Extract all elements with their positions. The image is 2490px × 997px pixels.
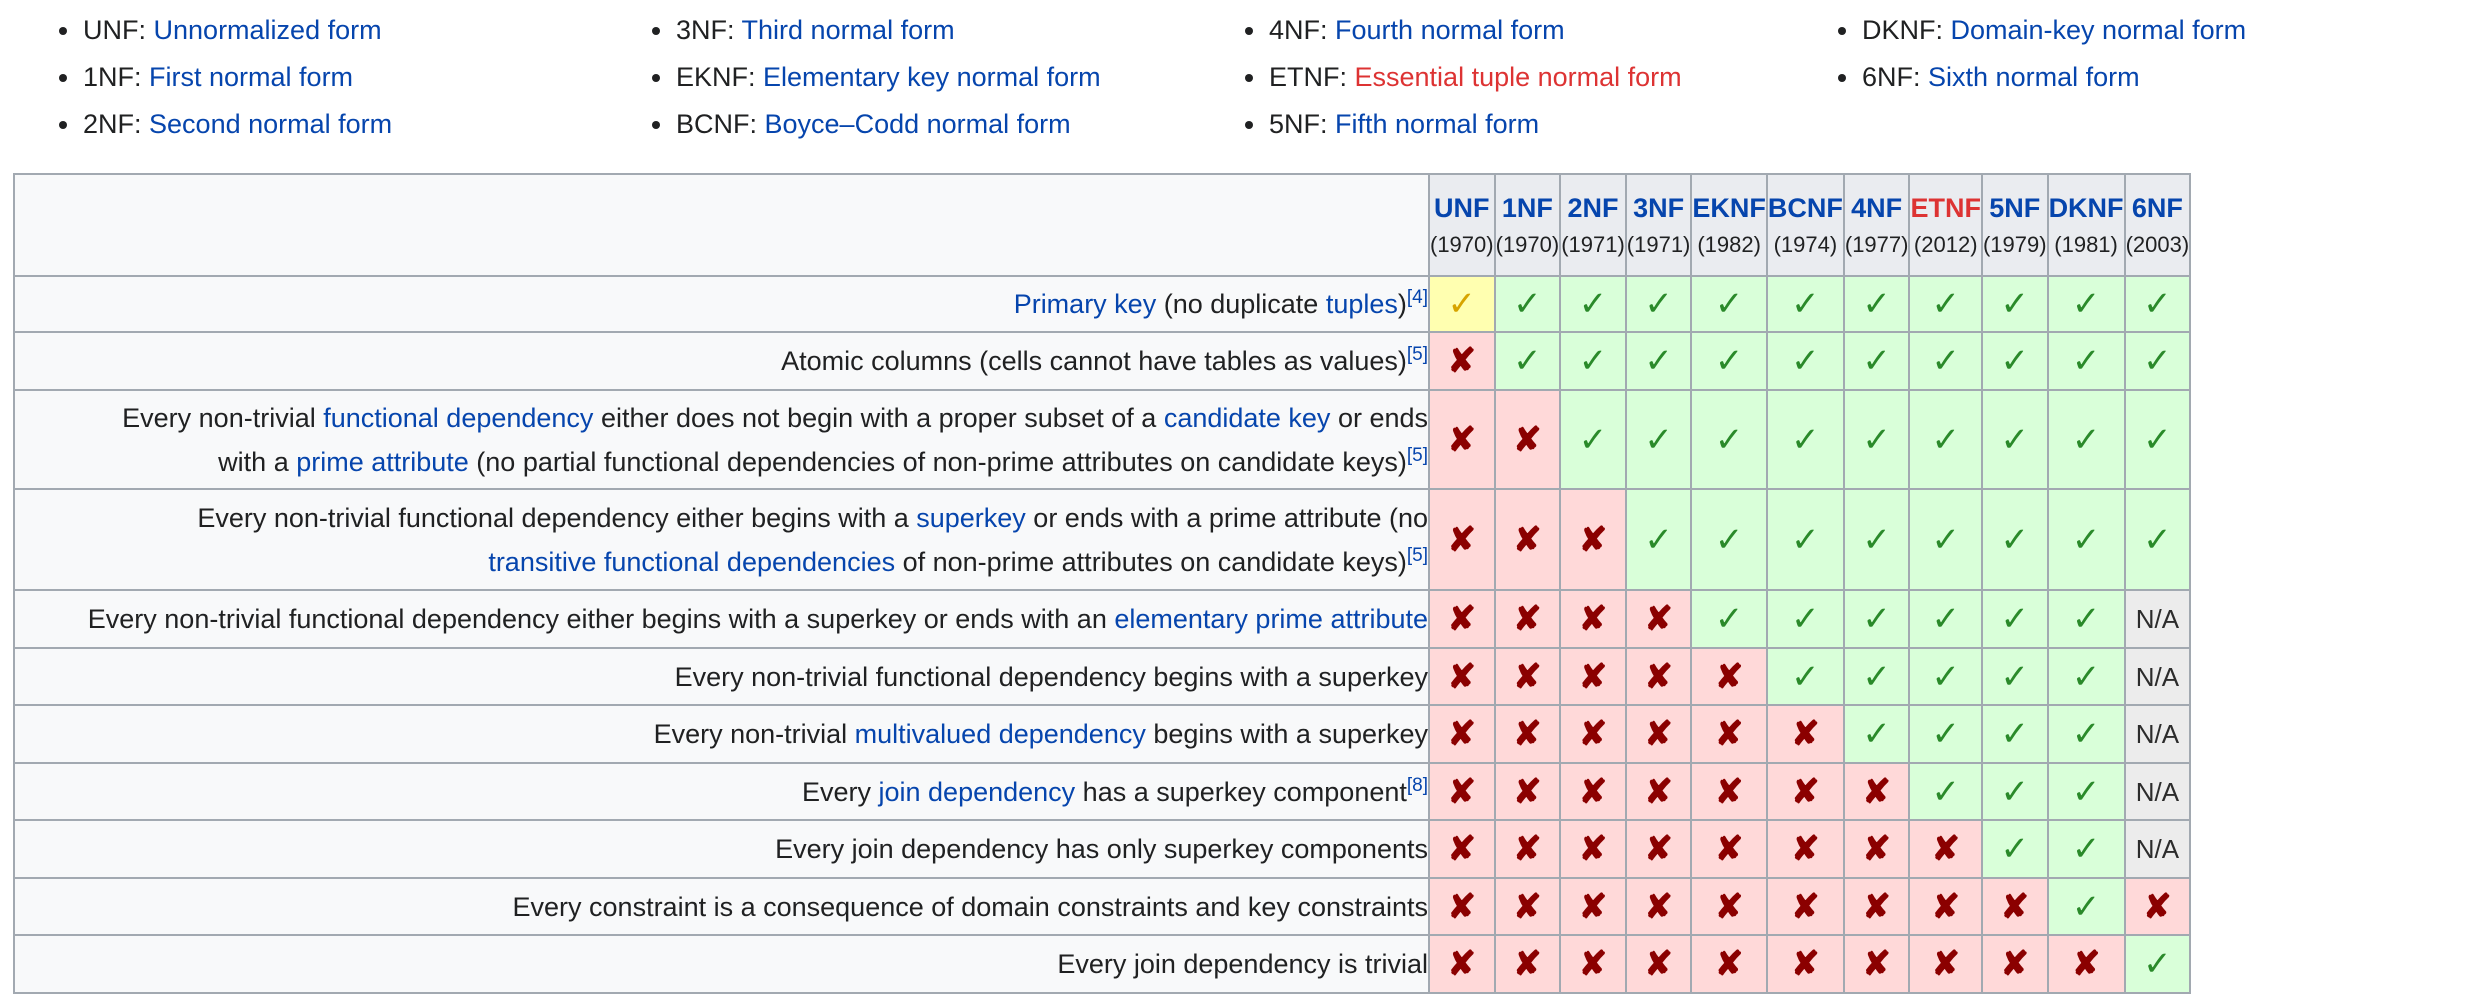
column-header-3nf (1626, 174, 1692, 276)
check-icon: ✓ (2125, 935, 2191, 993)
cross-icon: ✘ (1626, 763, 1692, 820)
check-icon: ✓ (2048, 332, 2125, 390)
cross-icon: ✘ (1560, 489, 1626, 590)
cross-icon: ✘ (1495, 489, 1561, 590)
cross-icon: ✘ (1429, 648, 1495, 705)
column-header-eknf (1691, 174, 1767, 276)
check-icon: ✓ (1909, 648, 1982, 705)
legend-abbreviation: 5NF (1269, 109, 1321, 139)
check-icon: ✓ (1982, 489, 2048, 590)
bullet-icon (1245, 121, 1253, 129)
requirement-text: Atomic columns (cells cannot have tables as values) (781, 346, 1407, 376)
cross-icon: ✘ (1691, 878, 1767, 935)
cross-icon: ✘ (1560, 820, 1626, 878)
normal-forms-legend (0, 0, 2490, 160)
cross-icon: ✘ (1626, 590, 1692, 648)
cross-icon: ✘ (1844, 935, 1910, 993)
check-icon: ✓ (1909, 705, 1982, 763)
cross-icon: ✘ (1691, 820, 1767, 878)
check-icon: ✓ (1691, 489, 1767, 590)
legend-abbreviation: 4NF (1269, 15, 1321, 45)
cross-icon: ✘ (1429, 878, 1495, 935)
cross-icon: ✘ (1982, 935, 2048, 993)
legend-item: 1NF: First normal form (27, 57, 392, 104)
requirement-text: Every join dependency has only superkey components (775, 834, 1428, 864)
column-header-link[interactable]: ETNF (1910, 193, 1981, 223)
requirement-text: (no partial functional dependencies of non-prime attributes on candidate keys) (468, 446, 1407, 477)
row-requirement (14, 705, 1429, 763)
bullet-icon (652, 74, 660, 82)
cross-icon: ✘ (2048, 935, 2125, 993)
term-link[interactable]: transitive functional dependencies (488, 546, 896, 577)
table-row (14, 276, 2190, 332)
check-icon: ✓ (1767, 276, 1844, 332)
bullet-icon (652, 27, 660, 35)
check-icon: ✓ (1691, 390, 1767, 489)
row-requirement (14, 648, 1429, 705)
bullet-icon (1838, 74, 1846, 82)
legend-link[interactable]: Third normal form (741, 15, 955, 45)
cross-icon: ✘ (1495, 390, 1561, 489)
check-icon: ✓ (2048, 590, 2125, 648)
check-icon: ✓ (1691, 590, 1767, 648)
check-icon: ✓ (2048, 276, 2125, 332)
check-icon: ✓ (1767, 332, 1844, 390)
citation-link[interactable]: [4] (1406, 287, 1428, 308)
bullet-icon (652, 121, 660, 129)
column-header-link[interactable]: BCNF (1767, 193, 1843, 223)
bullet-icon (59, 121, 67, 129)
check-icon: ✓ (1844, 705, 1910, 763)
check-icon: ✓ (1691, 332, 1767, 390)
cross-icon: ✘ (1691, 935, 1767, 993)
column-header-bcnf (1767, 174, 1844, 276)
bullet-icon (1245, 74, 1253, 82)
column-header-year: (1982) (1697, 232, 1761, 257)
legend-link[interactable]: Boyce–Codd normal form (764, 109, 1071, 139)
row-requirement (14, 276, 1429, 332)
check-icon: ✓ (1767, 489, 1844, 590)
requirement-text: or ends with a prime attribute (no (1025, 502, 1428, 533)
legend-column (1213, 10, 1682, 151)
legend-item: 2NF: Second normal form (27, 104, 392, 151)
column-header-link[interactable]: 3NF (1633, 193, 1685, 223)
cross-icon: ✘ (1495, 878, 1561, 935)
column-header-1nf (1495, 174, 1561, 276)
cross-icon: ✘ (1429, 489, 1495, 590)
cross-icon: ✘ (1691, 705, 1767, 763)
column-header-etnf (1909, 174, 1982, 276)
cross-icon: ✘ (1844, 820, 1910, 878)
column-header-year: (1981) (2054, 232, 2118, 257)
citation-link[interactable]: [5] (1406, 544, 1428, 566)
row-requirement (14, 820, 1429, 878)
cross-icon: ✘ (1495, 935, 1561, 993)
cross-icon: ✘ (1429, 705, 1495, 763)
cross-icon: ✘ (1495, 590, 1561, 648)
citation-link[interactable]: [5] (1406, 444, 1428, 466)
check-icon: ✓ (2125, 489, 2191, 590)
legend-item: BCNF: Boyce–Codd normal form (620, 104, 1101, 151)
cross-icon: ✘ (1495, 820, 1561, 878)
cross-icon: ✘ (1691, 648, 1767, 705)
row-requirement (14, 390, 1429, 489)
check-icon: ✓ (1560, 332, 1626, 390)
check-icon: ✓ (1626, 489, 1692, 590)
legend-link[interactable]: Second normal form (149, 109, 393, 139)
term-link[interactable]: join dependency (878, 776, 1076, 807)
check-icon: ✓ (2048, 878, 2125, 935)
check-icon: ✓ (2048, 489, 2125, 590)
term-link[interactable]: tuples (1325, 289, 1398, 319)
cross-icon: ✘ (1429, 590, 1495, 648)
check-icon: ✓ (1560, 276, 1626, 332)
cross-icon: ✘ (1626, 705, 1692, 763)
term-link[interactable]: functional dependency (323, 402, 594, 433)
check-icon: ✓ (1844, 390, 1910, 489)
check-icon: ✓ (2125, 332, 2191, 390)
check-icon: ✓ (1982, 332, 2048, 390)
citation (1407, 287, 1428, 308)
check-icon: ✓ (1982, 648, 2048, 705)
column-header-year: (1970) (1495, 232, 1560, 257)
check-icon: ✓ (2125, 390, 2191, 489)
cross-icon: ✘ (1626, 878, 1692, 935)
cross-icon: ✘ (1909, 820, 1982, 878)
column-header-2nf (1560, 174, 1626, 276)
cross-icon: ✘ (1495, 705, 1561, 763)
column-header-link[interactable]: UNF (1434, 193, 1490, 223)
cross-icon: ✘ (1429, 390, 1495, 489)
term-link[interactable]: Primary key (1013, 289, 1157, 319)
legend-abbreviation: ETNF (1269, 62, 1340, 92)
requirement-text: (no duplicate (1156, 289, 1326, 319)
column-header-link[interactable]: EKNF (1692, 193, 1766, 223)
cross-icon: ✘ (1626, 935, 1692, 993)
cross-icon: ✘ (1495, 648, 1561, 705)
column-header-dknf (2048, 174, 2125, 276)
requirement-text: Every non-trivial functional dependency either begins with a (197, 502, 917, 533)
check-icon: ✓ (1767, 590, 1844, 648)
column-header-link[interactable]: 6NF (2131, 193, 2183, 223)
term-link[interactable]: superkey (916, 502, 1026, 533)
cross-icon: ✘ (1767, 763, 1844, 820)
column-header-year: (1971) (1561, 232, 1625, 257)
check-icon: ✓ (1982, 276, 2048, 332)
check-icon: ✓ (1909, 489, 1982, 590)
legend-column (27, 10, 392, 151)
requirement-text: Every non-trivial (122, 402, 324, 433)
column-header-link[interactable]: 4NF (1851, 193, 1903, 223)
cross-icon: ✘ (1429, 763, 1495, 820)
requirement-text: or ends (1330, 402, 1428, 433)
cross-icon: ✘ (1560, 705, 1626, 763)
bullet-icon (59, 27, 67, 35)
check-icon: ✓ (1982, 590, 2048, 648)
check-icon: ✓ (1909, 390, 1982, 489)
requirement-text: with a (218, 446, 297, 477)
cross-icon: ✘ (1844, 878, 1910, 935)
term-link[interactable]: candidate key (1163, 402, 1331, 433)
table-header-row (14, 174, 2190, 276)
not-applicable-label: N/A (2125, 763, 2191, 820)
citation (1407, 445, 1428, 466)
requirement-text: begins with a superkey (1145, 719, 1428, 749)
column-header-year: (2003) (2125, 232, 2190, 257)
term-link[interactable]: multivalued dependency (854, 719, 1146, 749)
cross-icon: ✘ (1844, 763, 1910, 820)
legend-link[interactable]: Essential tuple normal form (1354, 62, 1682, 92)
table-row (14, 648, 2190, 705)
not-applicable-label: N/A (2125, 590, 2191, 648)
check-icon: ✓ (1767, 648, 1844, 705)
bullet-icon (59, 74, 67, 82)
table-body (14, 276, 2190, 993)
cross-icon: ✘ (1560, 648, 1626, 705)
check-icon: ✓ (1982, 763, 2048, 820)
cross-icon: ✘ (1560, 878, 1626, 935)
cross-icon: ✘ (1429, 820, 1495, 878)
term-link[interactable]: elementary prime attribute (1114, 604, 1428, 634)
legend-link[interactable]: Domain-key normal form (1950, 15, 2247, 45)
cross-icon: ✘ (1429, 332, 1495, 390)
requirement-text: Every non-trivial functional dependency either begins with a superkey or ends with an (87, 604, 1115, 634)
requirement-text: of non-prime attributes on candidate keys) (895, 546, 1407, 577)
citation (1407, 775, 1428, 796)
column-header-year: (1971) (1626, 232, 1691, 257)
normal-forms-table (13, 173, 2191, 994)
legend-link[interactable]: Sixth normal form (1928, 62, 2140, 92)
legend-link[interactable]: First normal form (149, 62, 354, 92)
check-icon: ✓ (1626, 276, 1692, 332)
table-row (14, 590, 2190, 648)
check-icon: ✓ (1909, 590, 1982, 648)
column-header-6nf (2125, 174, 2191, 276)
table-row (14, 935, 2190, 993)
row-requirement (14, 763, 1429, 820)
check-icon: ✓ (1844, 590, 1910, 648)
check-icon: ✓ (2048, 390, 2125, 489)
table-row (14, 332, 2190, 390)
cross-icon: ✘ (1767, 878, 1844, 935)
partial-check-icon: ✓ (1429, 276, 1495, 332)
check-icon: ✓ (1495, 332, 1561, 390)
legend-column (1806, 10, 2246, 104)
legend-column (620, 10, 1101, 151)
table-row (14, 489, 2190, 590)
cross-icon: ✘ (1560, 935, 1626, 993)
column-header-link[interactable]: DKNF (2048, 193, 2124, 223)
column-header-link[interactable]: 5NF (1989, 193, 2041, 223)
table-row (14, 390, 2190, 489)
check-icon: ✓ (1844, 648, 1910, 705)
cross-icon: ✘ (1767, 820, 1844, 878)
requirement-text: ) (1397, 289, 1407, 319)
check-icon: ✓ (1844, 276, 1910, 332)
table-row (14, 705, 2190, 763)
legend-item: 3NF: Third normal form (620, 10, 1101, 57)
cross-icon: ✘ (1495, 763, 1561, 820)
check-icon: ✓ (2048, 648, 2125, 705)
column-header-5nf (1982, 174, 2048, 276)
check-icon: ✓ (1844, 489, 1910, 590)
citation (1407, 344, 1428, 365)
column-header-year: (1974) (1773, 232, 1838, 257)
row-requirement (14, 489, 1429, 590)
cross-icon: ✘ (1560, 763, 1626, 820)
requirement-text: Every constraint is a consequence of domain constraints and key constraints (512, 891, 1428, 922)
row-requirement (14, 935, 1429, 993)
cross-icon: ✘ (1909, 935, 1982, 993)
cross-icon: ✘ (1767, 935, 1844, 993)
requirement-text: either does not begin with a proper subset of a (593, 402, 1164, 433)
legend-link[interactable]: Fifth normal form (1335, 109, 1540, 139)
requirement-text: Every non-trivial functional dependency begins with a superkey (674, 661, 1428, 692)
citation (1407, 545, 1428, 566)
cross-icon: ✘ (1691, 763, 1767, 820)
legend-abbreviation: DKNF (1862, 15, 1936, 45)
legend-link[interactable]: Unnormalized form (153, 15, 382, 45)
legend-item: 5NF: Fifth normal form (1213, 104, 1682, 151)
legend-abbreviation: EKNF (676, 62, 749, 92)
legend-abbreviation: 3NF (676, 15, 728, 45)
check-icon: ✓ (2048, 820, 2125, 878)
legend-abbreviation: BCNF (676, 109, 750, 139)
column-header-year: (1979) (1982, 232, 2047, 257)
requirement-text: Every (801, 776, 879, 807)
row-requirement (14, 878, 1429, 935)
cross-icon: ✘ (1982, 878, 2048, 935)
column-header-year: (1970) (1430, 232, 1494, 257)
check-icon: ✓ (1560, 390, 1626, 489)
legend-item: ETNF: Essential tuple normal form (1213, 57, 1682, 104)
check-icon: ✓ (1767, 390, 1844, 489)
cross-icon: ✘ (1767, 705, 1844, 763)
not-applicable-label: N/A (2125, 705, 2191, 763)
column-header-link[interactable]: 2NF (1567, 193, 1619, 223)
requirement-text: has a superkey component (1075, 776, 1407, 807)
cross-icon: ✘ (1626, 820, 1692, 878)
check-icon: ✓ (1626, 332, 1692, 390)
legend-abbreviation: 6NF (1862, 62, 1914, 92)
citation-link[interactable]: [5] (1406, 344, 1428, 365)
bullet-icon (1245, 27, 1253, 35)
table-row (14, 878, 2190, 935)
check-icon: ✓ (1982, 390, 2048, 489)
column-header-year: (2012) (1913, 232, 1978, 257)
legend-item: 6NF: Sixth normal form (1806, 57, 2246, 104)
legend-item: EKNF: Elementary key normal form (620, 57, 1101, 104)
check-icon: ✓ (1691, 276, 1767, 332)
column-header-year: (1977) (1844, 232, 1909, 257)
check-icon: ✓ (1909, 276, 1982, 332)
legend-abbreviation: 1NF (83, 62, 135, 92)
check-icon: ✓ (1982, 705, 2048, 763)
check-icon: ✓ (1626, 390, 1692, 489)
cross-icon: ✘ (2125, 878, 2191, 935)
legend-item: 4NF: Fourth normal form (1213, 10, 1682, 57)
header-corner-cell (14, 174, 1429, 276)
column-header-4nf (1844, 174, 1910, 276)
term-link[interactable]: prime attribute (296, 446, 469, 477)
cross-icon: ✘ (1429, 935, 1495, 993)
legend-link[interactable]: Fourth normal form (1335, 15, 1565, 45)
requirement-text: Every non-trivial (653, 719, 855, 749)
legend-abbreviation: 2NF (83, 109, 135, 139)
bullet-icon (1838, 27, 1846, 35)
not-applicable-label: N/A (2125, 648, 2191, 705)
column-header-unf (1429, 174, 1495, 276)
check-icon: ✓ (2125, 276, 2191, 332)
table-row (14, 820, 2190, 878)
legend-item: UNF: Unnormalized form (27, 10, 392, 57)
requirement-text: Every join dependency is trivial (1057, 949, 1428, 979)
cross-icon: ✘ (1560, 590, 1626, 648)
row-requirement (14, 590, 1429, 648)
check-icon: ✓ (1909, 332, 1982, 390)
legend-item: DKNF: Domain-key normal form (1806, 10, 2246, 57)
check-icon: ✓ (1844, 332, 1910, 390)
not-applicable-label: N/A (2125, 820, 2191, 878)
cross-icon: ✘ (1626, 648, 1692, 705)
cross-icon: ✘ (1909, 878, 1982, 935)
legend-abbreviation: UNF (83, 15, 139, 45)
check-icon: ✓ (1495, 276, 1561, 332)
check-icon: ✓ (1982, 820, 2048, 878)
column-header-link[interactable]: 1NF (1501, 193, 1553, 223)
row-requirement (14, 332, 1429, 390)
legend-link[interactable]: Elementary key normal form (763, 62, 1101, 92)
citation-link[interactable]: [8] (1406, 774, 1428, 796)
check-icon: ✓ (2048, 763, 2125, 820)
check-icon: ✓ (2048, 705, 2125, 763)
table-row (14, 763, 2190, 820)
check-icon: ✓ (1909, 763, 1982, 820)
